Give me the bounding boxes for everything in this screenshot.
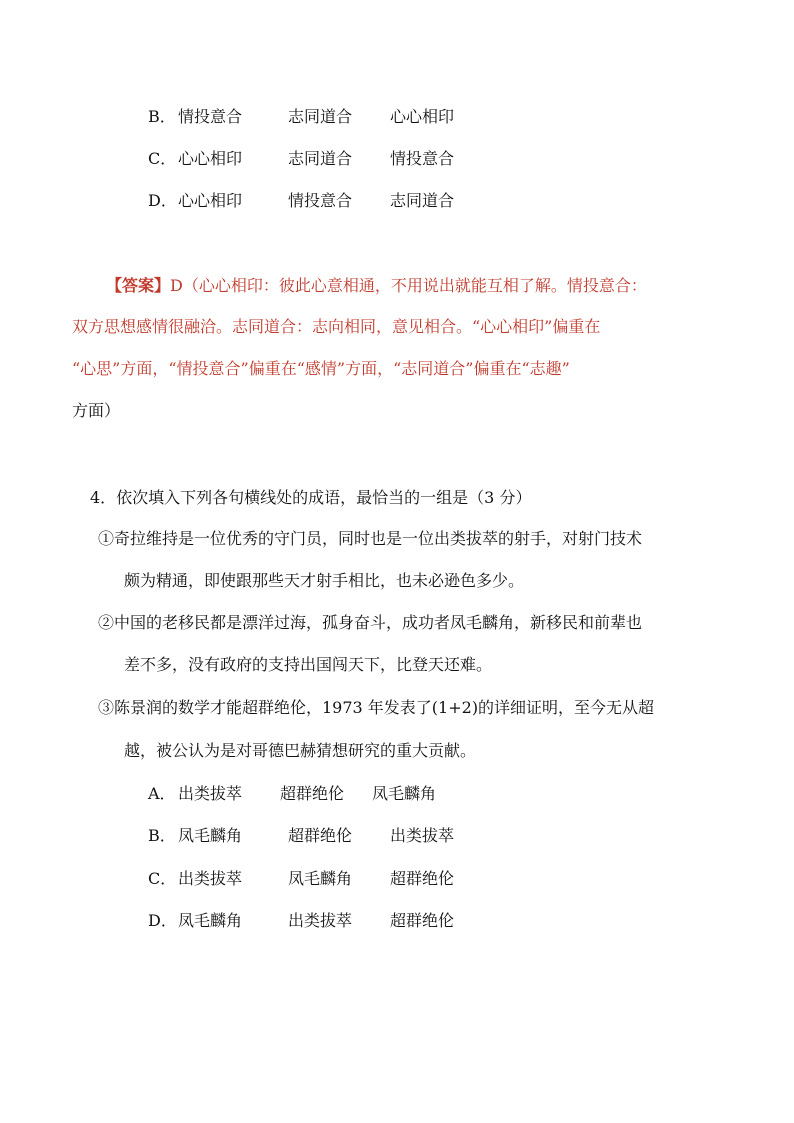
q4-sentence-2b: 差不多，没有政府的支持出国闯天下，比登天还难。	[124, 655, 493, 674]
option-letter: C．	[148, 869, 177, 888]
answer-line-1	[106, 275, 647, 297]
option-idiom-1: 情投意合	[178, 107, 243, 126]
option-letter: B．	[148, 107, 176, 126]
option-idiom-3: 志同道合	[390, 191, 455, 210]
q4-stem: 4．依次填入下列各句横线处的成语，最恰当的一组是（3 分）	[90, 488, 532, 507]
option-letter: C．	[148, 149, 177, 168]
q3-option-b	[148, 106, 454, 128]
q4-option-a	[148, 783, 436, 805]
option-idiom-1: 凤毛麟角	[178, 826, 243, 845]
answer-line-2: 双方思想感情很融洽。志同道合：志向相同，意见相合。“心心相印”偏重在	[72, 317, 601, 336]
q3-option-d	[148, 190, 454, 212]
q4-option-c	[148, 868, 454, 890]
option-idiom-1: 心心相印	[178, 191, 243, 210]
answer-line-3: “心思”方面，“情投意合”偏重在“感情”方面，“志同道合”偏重在“志趣”	[72, 359, 570, 378]
option-idiom-1: 出类拔萃	[178, 784, 243, 803]
answer-text: D（心心相印：彼此心意相通，不用说出就能互相了解。情投意合：	[170, 276, 647, 295]
q4-sentence-1b: 颇为精通，即使跟那些天才射手相比，也未必逊色多少。	[124, 571, 525, 590]
option-letter: B．	[148, 826, 176, 845]
q4-sentence-1a: ①奇拉维持是一位优秀的守门员，同时也是一位出类拔萃的射手，对射门技术	[98, 529, 643, 548]
option-idiom-2: 凤毛麟角	[288, 869, 353, 888]
option-idiom-3: 情投意合	[390, 149, 455, 168]
option-letter: D．	[148, 911, 177, 930]
option-letter: D．	[148, 191, 177, 210]
option-idiom-3: 凤毛麟角	[372, 784, 437, 803]
option-idiom-2: 志同道合	[288, 107, 353, 126]
option-idiom-1: 心心相印	[178, 149, 243, 168]
q4-option-d	[148, 910, 454, 932]
q4-sentence-3a: ③陈景润的数学才能超群绝伦，1973 年发表了(1+2)的详细证明，至今无从超	[98, 698, 655, 717]
q3-option-c	[148, 148, 454, 170]
option-idiom-3: 超群绝伦	[390, 911, 455, 930]
option-idiom-1: 凤毛麟角	[178, 911, 243, 930]
q4-sentence-3b: 越，被公认为是对哥德巴赫猜想研究的重大贡献。	[124, 741, 477, 760]
answer-line-4: 方面）	[72, 401, 121, 420]
option-idiom-3: 出类拔萃	[390, 826, 455, 845]
option-letter: A．	[148, 784, 176, 803]
option-idiom-3: 超群绝伦	[390, 869, 455, 888]
option-idiom-1: 出类拔萃	[178, 869, 243, 888]
option-idiom-3: 心心相印	[390, 107, 455, 126]
option-idiom-2: 出类拔萃	[288, 911, 353, 930]
option-idiom-2: 超群绝伦	[280, 784, 345, 803]
option-idiom-2: 超群绝伦	[288, 826, 353, 845]
q4-sentence-2a: ②中国的老移民都是漂洋过海，孤身奋斗，成功者凤毛麟角，新移民和前辈也	[98, 613, 643, 632]
option-idiom-2: 情投意合	[288, 191, 353, 210]
q4-option-b	[148, 825, 454, 847]
option-idiom-2: 志同道合	[288, 149, 353, 168]
answer-label: 【答案】	[106, 276, 171, 295]
